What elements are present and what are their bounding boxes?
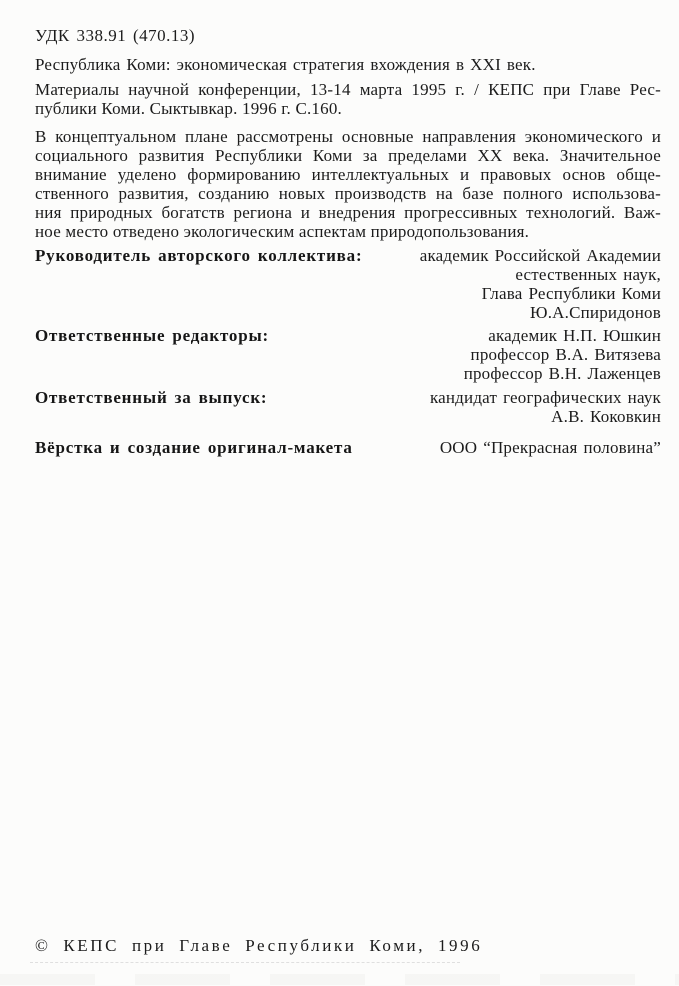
- credit-value-line: профессор В.Н. Лаженцев: [463, 364, 661, 383]
- page-content: [0, 26, 679, 457]
- credit-row-layout: [35, 438, 661, 457]
- udk-classification: УДК 338.91 (470.13): [35, 26, 196, 45]
- credit-value: [420, 246, 661, 322]
- imprint-block: [35, 80, 661, 118]
- credit-value-line: академик Н.П. Юшкин: [488, 326, 661, 345]
- credit-label: Вёрстка и создание оригинал-макета: [35, 438, 353, 457]
- abstract-line: ния природных богатств региона и внедрения прогрессивных технологий. Важ-: [35, 203, 661, 222]
- document-title: Республика Коми: экономическая стратегия вхождения в XXI век.: [35, 55, 536, 74]
- credit-label: Ответственный за выпуск:: [35, 388, 268, 407]
- credits-section: [35, 246, 661, 457]
- credit-value-line: Глава Республики Коми: [481, 284, 661, 303]
- credit-value-line: Ю.А.Спиридонов: [530, 303, 661, 322]
- credit-row-editors: [35, 326, 661, 383]
- abstract-line: ное место отведено экологическим аспектам природопользования.: [35, 222, 530, 241]
- credit-value: [440, 438, 661, 457]
- imprint-line: Материалы научной конференции, 13-14 марта 1995 г. / КЕПС при Главе Рес-: [35, 80, 661, 99]
- credit-row-issue-manager: [35, 388, 661, 426]
- abstract-block: [35, 127, 661, 241]
- credit-value-line: академик Российской Академии: [419, 246, 661, 265]
- imprint-line: публики Коми. Сыктывкар. 1996 г. С.160.: [35, 99, 342, 118]
- credit-label: Ответственные редакторы:: [35, 326, 270, 345]
- abstract-line: социального развития Республики Коми за пределами XX века. Значительное: [35, 146, 661, 165]
- abstract-line: ственного развития, созданию новых производств на базе полного использова-: [35, 184, 661, 203]
- credit-value-line: кандидат географических наук: [429, 388, 661, 407]
- credit-value: [464, 326, 661, 383]
- credit-row-team-leader: [35, 246, 661, 322]
- credit-value-line: А.В. Коковкин: [551, 407, 661, 426]
- copyright-line: © КЕПС при Главе Республики Коми, 1996: [35, 936, 483, 955]
- credit-label: Руководитель авторского коллектива:: [35, 246, 363, 265]
- scan-artifact-band: [0, 974, 679, 985]
- scan-artifact-line: [30, 962, 460, 963]
- credit-value-line: ООО “Прекрасная половина”: [439, 438, 661, 457]
- credit-value-line: естественных наук,: [515, 265, 661, 284]
- credit-value-line: профессор В.А. Витязева: [470, 345, 661, 364]
- credit-value: [430, 388, 661, 426]
- abstract-line: В концептуальном плане рассмотрены основные направления экономического и: [35, 127, 661, 146]
- scanned-document-page: [0, 26, 679, 986]
- abstract-line: внимание уделено формированию интеллектуальных и правовых основ обще-: [35, 165, 661, 184]
